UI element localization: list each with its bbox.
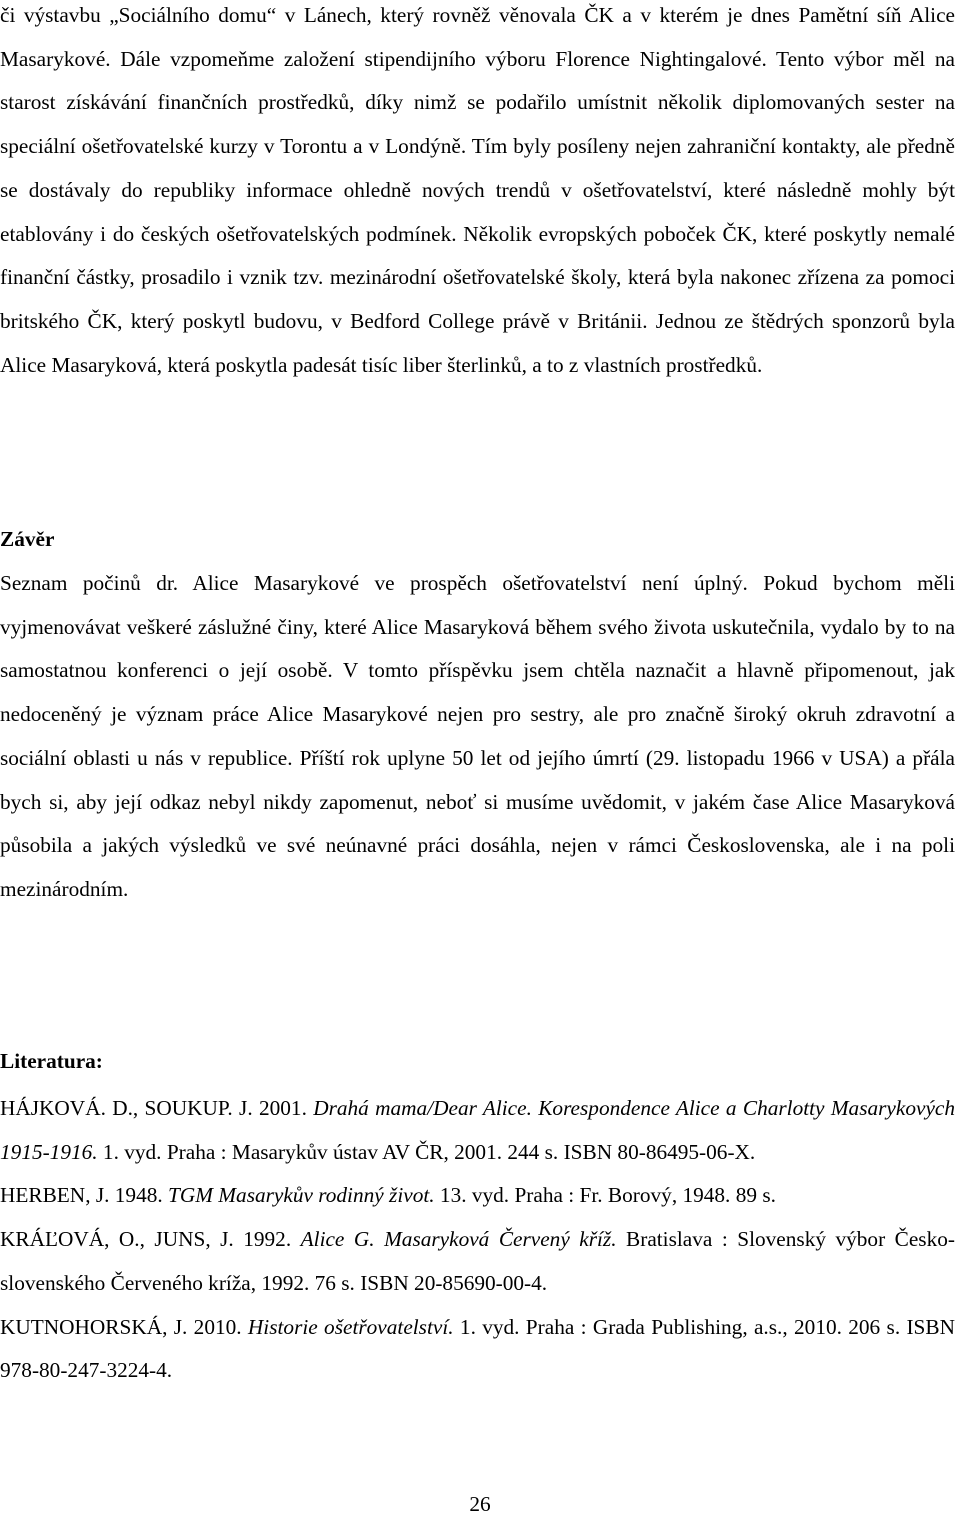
reference-title: Alice G. Masaryková Červený kříž.	[300, 1227, 617, 1252]
conclusion-paragraph: Seznam počinů dr. Alice Masarykové ve prospěch ošetřovatelství není úplný. Pokud bychom měli vyjmenovávat veškeré záslužné činy, které Alice Masaryková během svého života uskutečnila, vydalo by to na samostatnou konferenci o její osobě. V tomto příspěvku jsem chtěla naznačit a hlavně připomenout, jak nedoceněný je význam práce Alice Masarykové nejen pro sestry, ale pro značně široký okruh zdravotní a sociální oblasti u nás v republice. Příští rok uplyne 50 let od jejího úmrtí (29. listopadu 1966 v USA) a přála bych si, aby její odkaz nebyl nikdy zapomenut, neboť si musíme uvědomit, v jakém čase Alice Masaryková působila a jakých výsledků ve své neúnavné práci dosáhla, nejen v rámci Československa, ale i na poli mezinárodním.	[0, 571, 955, 901]
reference-authors: KRÁĽOVÁ, O., JUNS, J. 1992.	[0, 1227, 301, 1252]
reference-authors: HERBEN, J. 1948.	[0, 1183, 169, 1208]
reference-item	[0, 1174, 955, 1218]
reference-title: Drahá mama/Dear Alice. Korespondence Alice a Charlotty Masarykových 1915-1916.	[0, 1096, 955, 1164]
reference-item	[0, 1087, 955, 1174]
reference-publication: 1. vyd. Praha : Grada Publishing, a.s., 2010. 206 s. ISBN 978-80-247-3224-4.	[0, 1314, 955, 1383]
reference-publication: 1. vyd. Praha : Masarykův ústav AV ČR, 2001. 244 s. ISBN 80-86495-06-X.	[97, 1139, 756, 1164]
reference-authors: HÁJKOVÁ. D., SOUKUP. J. 2001.	[0, 1096, 314, 1120]
body-paragraph: či výstavbu „Sociálního domu“ v Lánech, který rovněž věnovala ČK a v kterém je dnes Pamětní síň Alice Masarykové. Dále vzpomeňme založení stipendijního výboru Florence Nightingalové. Tento výbor měl na starost získávání finančních prostředků, díky nimž se podařilo umístnit několik diplomovaných sester na speciální ošetřovatelské kurzy v Torontu a v Londýně. Tím byly posíleny nejen zahraniční kontakty, ale předně se dostávaly do republiky informace ohledně nových trendů v ošetřovatelství, které následně mohly být etablovány i do českých ošetřovatelských podmínek. Několik evropských poboček ČK, které poskytly nemalé finanční částky, prosadilo i vznik tzv. mezinárodní ošetřovatelské školy, která byla nakonec zřízena za pomoci britského ČK, který poskytl budovu, v Bedford College právě v Británii. Jednou ze štědrých sponzorů byla Alice Masaryková, která poskytla padesát tisíc liber šterlinků, a to z vlastních prostředků.	[0, 3, 955, 377]
reference-item	[0, 1306, 955, 1393]
section-heading-conclusion: Závěr	[0, 527, 55, 551]
reference-publication: Bratislava : Slovenský výbor Česko-slovenského Červeného kríža, 1992. 76 s. ISBN 20-85690-00-4.	[0, 1227, 955, 1295]
section-heading-literature: Literatura:	[0, 1049, 103, 1073]
reference-list	[0, 1087, 955, 1393]
reference-title: Historie ošetřovatelství.	[247, 1314, 454, 1339]
reference-title: TGM Masarykův rodinný život.	[168, 1183, 435, 1208]
reference-publication: 13. vyd. Praha : Fr. Borový, 1948. 89 s.	[434, 1183, 776, 1208]
page-number: 26	[469, 1492, 491, 1516]
reference-authors: KUTNOHORSKÁ, J. 2010.	[0, 1314, 248, 1339]
reference-item	[0, 1218, 955, 1305]
